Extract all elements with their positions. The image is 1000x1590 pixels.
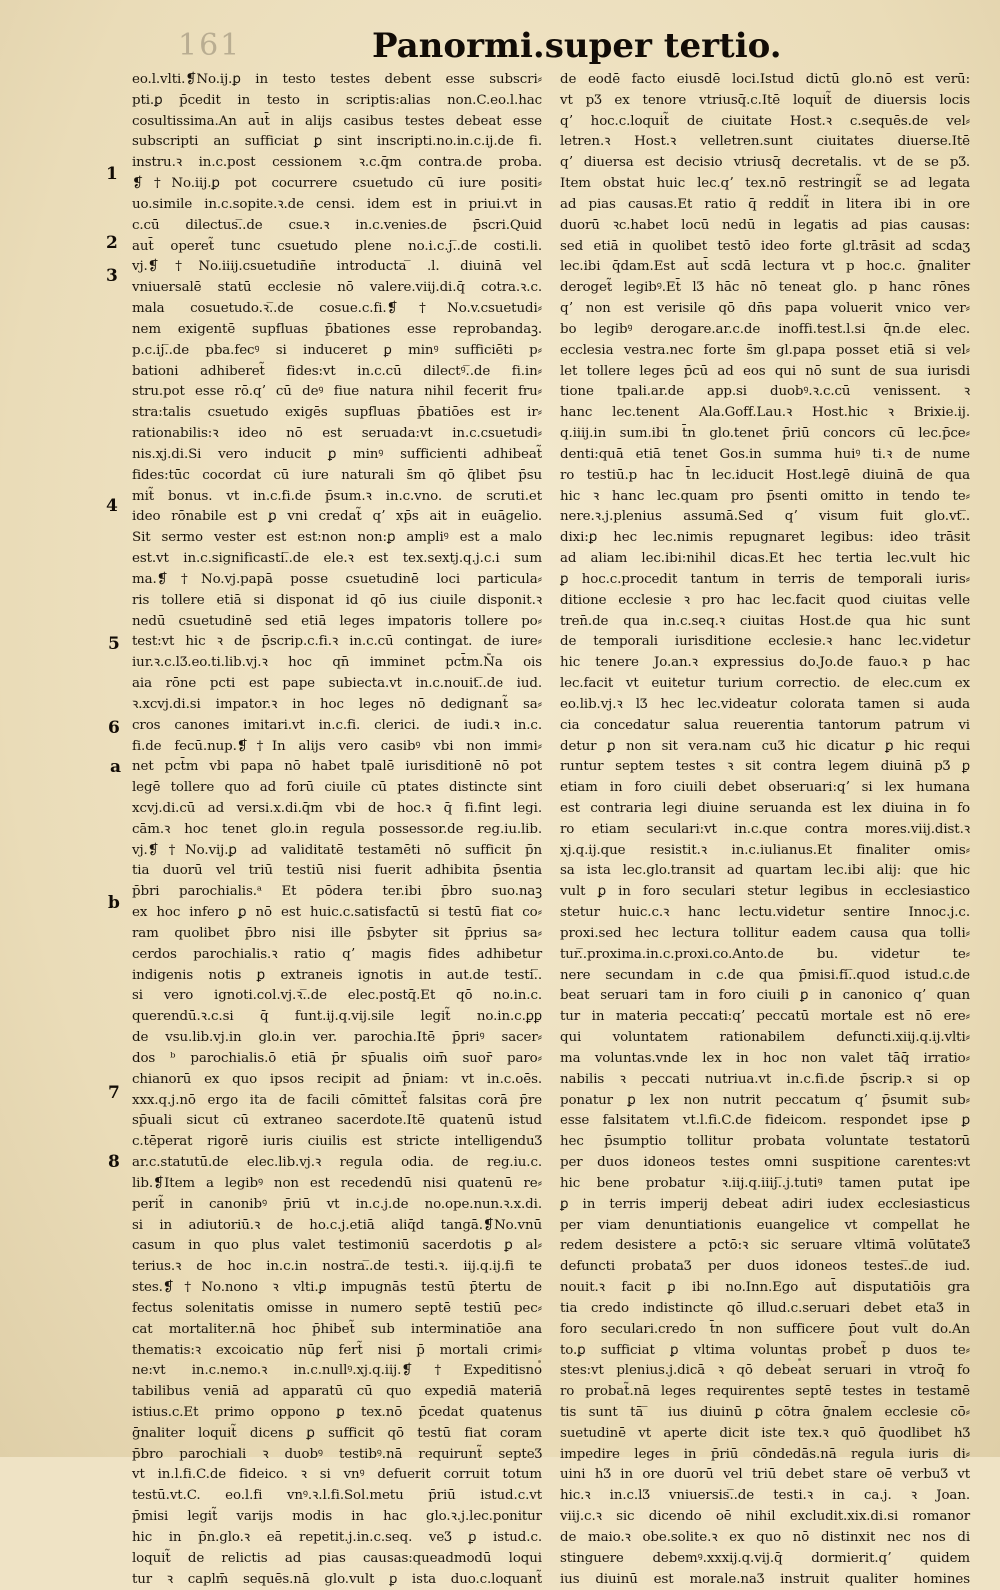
text-line: defuncti probataƷ per duos idoneos testes.̅.de iud. [560, 1259, 970, 1275]
paper-speck [798, 1358, 801, 1361]
text-line: tabilibus veniā ad apparatū cū quo expediā materiā [132, 1384, 542, 1400]
text-line: impedire leges in p̄riū cōndedās.nā regula iuris di⸗ [560, 1446, 970, 1462]
text-line: stes:vt plenius.j.dicā ꝛ qō debeat seruari in vtroq̄ fo [560, 1363, 970, 1379]
text-line: sp̄uali sicut cū extraneo sacerdote.Itē quatenū istud [132, 1113, 542, 1129]
text-line: nem exigentē supfluas p̄bationes esse reprobandaꝫ. [132, 321, 542, 337]
text-line: stru.pot esse rō.qʼ cū deꝰ fiue natura nihil fecerit fru⸗ [132, 384, 542, 400]
text-line: viij.c.ꝛ sic dicendo oē nihil excludit.xix.di.si romanor [560, 1509, 970, 1525]
text-line: mit̃ bonus. vt in.c.fi.de p̄sum.ꝛ in.c.vno. de scruti.et [132, 488, 542, 504]
text-line: let tollere leges p̄cū ad eos qui nō sunt de sua iurisdi [560, 363, 970, 379]
text-line: runtur septem testes ꝛ sit contra legem diuinā pƷ ꝑ [560, 759, 970, 775]
text-line: Sit sermo vester est est:non non:ꝑ ampliꝰ est a malo [132, 530, 542, 546]
text-line: ius diuinū est morale.naƷ instruit qualiter homines [560, 1571, 970, 1587]
text-line: fectus solenitatis omisse in numero septē testiū pec⸗ [132, 1300, 542, 1316]
text-line: c.cū dilectus.̅.de csue.ꝛ in.c.venies.de p̄scri.Quid [132, 217, 542, 233]
text-line: dos ᵇ parochialis.ō etiā p̄r sp̄ualis oim̄ suor̄ paro⸗ [132, 1050, 542, 1066]
text-line: nouit.ꝛ facit ꝑ ibi no.Inn.Ego aut̄ disputatiōis gra [560, 1280, 970, 1296]
right-text-column [560, 70, 970, 1590]
text-line: c.tēperat rigorē iuris ciuilis est stricte intelligenduƷ [132, 1134, 542, 1150]
text-line: stinguere debemꝰ.xxxij.q.vij.q̄ dormierit.qʼ quidem [560, 1550, 970, 1566]
text-line: stetur huic.c.ꝛ hanc lectu.videtur sentire Innoc.j.c. [560, 905, 970, 921]
text-line: per viam denuntiationis euangelice vt compellat he [560, 1217, 970, 1233]
margin-note-mark: 7 [108, 1083, 120, 1103]
running-head: Panormi.super tertio. [372, 26, 782, 66]
text-line: tia credo indistincte qō illud.c.seruari debet etaƷ in [560, 1300, 970, 1316]
text-line: querendū.ꝛ.c.si q̄ funt.ij.q.vij.sile legit̃ no.in.c.ꝑꝑ [132, 1009, 542, 1025]
text-line: vj.❡†No.iiij.csuetudin̄e introducta ̅.l. diuinā vel [132, 259, 542, 275]
text-line: q.iiij.in sum.ibi t̄n glo.tenet p̄riū concors cū lec.p̄ce⸗ [560, 426, 970, 442]
text-line: ro testiū.p hac t̄n lec.iducit Host.legē diuinā de qua [560, 467, 970, 483]
text-line: legē tollere quo ad forū ciuile cū ptates distincte sint [132, 780, 542, 796]
text-line: uo.simile in.c.sopite.ꝛ.de censi. idem est in priui.vt in [132, 196, 542, 212]
text-line: fides:tūc cocordat cū iure naturali s̄m qō q̄libet p̄su [132, 467, 542, 483]
text-line: letren.ꝛ Host.ꝛ velletren.sunt ciuitates diuerse.Itē [560, 134, 970, 150]
text-line: hic bene probatur ꝛ.iij.q.iiij.̅.j.tutiꝰ tamen putat ipe [560, 1175, 970, 1191]
text-line: hanc lec.tenent Ala.Goff.Lau.ꝛ Host.hic ꝛ Brixie.ij. [560, 405, 970, 421]
text-line: qʼ non est verisile qō dn̄s papa voluerit vnico ver⸗ [560, 301, 970, 317]
text-line: iur.ꝛ.c.lƷ.eo.ti.lib.vj.ꝛ hoc qn̄ imminet pct̄m.N̄a ois [132, 655, 542, 671]
text-line: cosultissima.An aut̄ in alijs casibus testes debeat esse [132, 113, 542, 129]
paper-speck [538, 1360, 541, 1363]
left-text-column [132, 70, 542, 1590]
text-line: ma voluntas.vnde lex in hoc non valet tāq̄ irratio⸗ [560, 1050, 970, 1066]
text-line: suetudinē vt aperte dicit iste tex.ꝛ quō q̄uodlibet hƷ [560, 1425, 970, 1441]
margin-note-mark: 8 [108, 1152, 120, 1172]
text-line: sa ista lec.glo.transit ad quartam lec.ibi alij: que hic [560, 863, 970, 879]
margin-note-mark: 6 [108, 718, 120, 738]
folio-number: 161 [178, 28, 242, 63]
text-line: xj.q.ij.que resistit.ꝛ in.c.iulianus.Et finaliter omis⸗ [560, 842, 970, 858]
text-line: cros canones imitari.vt in.c.fi. clerici. de iudi.ꝛ in.c. [132, 717, 542, 733]
text-line: ꝛ.xcvj.di.si impator.ꝛ in hoc leges nō dedignant̃ sa⸗ [132, 696, 542, 712]
text-line: tia duorū vel triū testiū nisi fuerit adhibita p̄sentia [132, 863, 542, 879]
text-line: de maio.ꝛ obe.solite.ꝛ ex quo nō distinxit nec nos di [560, 1529, 970, 1545]
text-line: nis.xj.di.Si vero inducit ꝑ minꝰ sufficienti adhibeat̃ [132, 446, 542, 462]
text-line: p̄bro parochiali ꝛ duobꝰ testibꝰ.nā requirunt̃ septeƷ [132, 1446, 542, 1462]
text-line: ꝑ in terris imperij debeat adiri iudex ecclesiasticus [560, 1196, 970, 1212]
text-line: hic tenere Jo.an.ꝛ expressius do.Jo.de fauo.ꝛ p hac [560, 655, 970, 671]
text-line: xcvj.di.cū ad versi.x.di.q̄m vbi de hoc.ꝛ q̄ fi.fint legi. [132, 800, 542, 816]
text-line: uini hƷ in ore duorū vel triū debet stare oē verbuƷ vt [560, 1467, 970, 1483]
text-line: thematis:ꝛ excoicatio nūꝑ fert̃ nisi p̄ mortali crimi⸗ [132, 1342, 542, 1358]
text-line: foro seculari.credo t̄n non sufficere p̄out vult do.An [560, 1321, 970, 1337]
text-line: tur in materia peccati:qʼ peccatū mortale est nō ere⸗ [560, 1009, 970, 1025]
text-line: ne:vt in.c.nemo.ꝛ in.c.nullꝰ.xj.q.iij.❡†Expeditisno [132, 1363, 542, 1379]
text-line: lib.❡Item a legibꝰ non est recedendū nisi quatenū re⸗ [132, 1175, 542, 1191]
text-line: p̄misi legit̃ varijs modis in hac glo.ꝛ.j.lec.ponitur [132, 1509, 542, 1525]
text-line: indigenis notis ꝑ extraneis ignotis in aut.de testi.̅. [132, 967, 542, 983]
text-line: p.c.ij.̅.de pba.fecꝰ si induceret ꝑ minꝰ sufficiēti p⸗ [132, 342, 542, 358]
text-line: est contraria legi diuine seruanda est lex diuina in fo [560, 800, 970, 816]
text-line: rationabilis:ꝛ ideo nō est seruada:vt in.c.csuetudi⸗ [132, 426, 542, 442]
text-line: denti:quā etiā tenet Gos.in summa huiꝰ ti.ꝛ de nume [560, 446, 970, 462]
text-line: hec p̄sumptio tollitur probata voluntate testatorū [560, 1134, 970, 1150]
text-line: duorū ꝛc.habet locū nedū in legatis ad pias causas: [560, 217, 970, 233]
text-line: hic.ꝛ in.c.lƷ vniuersis.̅.de testi.ꝛ in ca.j. ꝛ Joan. [560, 1488, 970, 1504]
text-line: etiam in foro ciuili debet obseruari:qʼ si lex humana [560, 780, 970, 796]
text-line: p̄bri parochialis.ᵃ Et pōdera ter.ibi p̄bro suo.naꝫ [132, 884, 542, 900]
text-line: qʼ diuersa est decisio vtriusq̄ decretalis. vt de se pƷ. [560, 155, 970, 171]
text-line: stra:talis csuetudo exigēs supfluas p̄batiōes est ir⸗ [132, 405, 542, 421]
text-line: cia concedatur salua reuerentia tantorum patrum vi [560, 717, 970, 733]
margin-note-mark: a [110, 757, 122, 777]
text-line: hic ꝛ hanc lec.quam pro p̄senti omitto in tendo te⸗ [560, 488, 970, 504]
text-line: fi.de fecū.nup.❡†In alijs vero casibꝰ vbi non immi⸗ [132, 738, 542, 754]
text-line: Item obstat huic lec.qʼ tex.nō restringit̃ se ad legata [560, 176, 970, 192]
text-line: dixi:ꝑ hec lec.nimis repugnaret legibus: ideo trāsit [560, 530, 970, 546]
text-line: ponatur ꝑ lex non nutrit peccatum qʼ p̄sumit sub⸗ [560, 1092, 970, 1108]
text-line: loquit̃ de relictis ad pias causas:queadmodū loqui [132, 1550, 542, 1566]
text-line: deroget̃ legibꝰ.Et̄ lƷ hāc nō teneat glo. p hanc rōnes [560, 280, 970, 296]
text-line: ad pias causas.Et ratio q̄ reddit̃ in litera ibi in ore [560, 196, 970, 212]
text-line: lec.ibi q̄dam.Est aut̄ scdā lectura vt p hoc.c. ḡnaliter [560, 259, 970, 275]
text-line: ris tollere etiā si disponat id qō ius ciuile disponit.ꝛ [132, 592, 542, 608]
text-line: net pct̄m vbi papa nō habet tpalē iurisditionē nō pot [132, 759, 542, 775]
text-line: nere secundam in c.de qua p̄misi.fi.̅.quod istud.c.de [560, 967, 970, 983]
margin-note-mark: 1 [106, 164, 118, 184]
text-line: de eodē facto eiusdē loci.Istud dictū glo.nō est verū: [560, 72, 970, 87]
text-line: testū.vt.C. eo.l.fi vnꝰ.ꝛ.l.fi.Sol.metu p̄riū istud.c.vt [132, 1488, 542, 1504]
text-line: mala cosuetudo.ꝛ.̅.de cosue.c.fi.❡†No.v.csuetudi⸗ [132, 301, 542, 317]
text-line: est.vt in.c.significasti.̅.de ele.ꝛ est tex.sextj.q.j.c.i sum [132, 551, 542, 567]
text-line: bationi adhiberet̃ fides:vt in.c.cū dilectꝰ.̅.de fi.in⸗ [132, 363, 542, 379]
margin-note-mark: 2 [106, 233, 118, 253]
text-line: hic in p̄n.glo.ꝛ eā repetit.j.in.c.seq. veƷ ꝑ istud.c. [132, 1529, 542, 1545]
text-line: to.ꝑ sufficiat ꝑ vltima voluntas probet̃ p duos te⸗ [560, 1342, 970, 1358]
text-line: ad aliam lec.ibi:nihil dicas.Et hec tertia lec.vult hic [560, 551, 970, 567]
text-line: ro probat̃.nā leges requirentes septē testes in testamē [560, 1384, 970, 1400]
text-line: tione tpali.ar.de app.si duobꝰ.ꝛ.c.cū venissent. ꝛ [560, 384, 970, 400]
text-line: cām.ꝛ hoc tenet glo.in regula possessor.de reg.iu.lib. [132, 821, 542, 837]
text-line: tis sunt tā ̅ ius diuinū ꝑ cōtra ḡnalem ecclesie cō⸗ [560, 1405, 970, 1420]
text-line: qui voluntatem rationabilem defuncti.xiij.q.ij.vlti⸗ [560, 1030, 970, 1046]
text-line: ex hoc infero ꝑ nō est huic.c.satisfactū si testū fiat co⸗ [132, 905, 542, 921]
text-line: ❡†No.iij.ꝑ pot cocurrere csuetudo cū iure positi⸗ [132, 176, 542, 192]
margin-note-mark: 4 [106, 496, 118, 516]
text-line: terius.ꝛ de hoc in.c.in nostra.̅.de testi.ꝛ. iij.q.ij.fi te [132, 1259, 542, 1275]
text-line: redem desistere a pctō:ꝛ sic seruare vltimā volūtateƷ [560, 1238, 970, 1254]
margin-note-mark: b [108, 893, 120, 913]
margin-note-mark: 3 [106, 266, 118, 286]
text-line: aia rōne pcti est pape subiecta.vt in.c.nouit.̅.de iud. [132, 676, 542, 692]
margin-note-mark: 5 [108, 634, 120, 654]
text-line: ro etiam seculari:vt in.c.que contra mores.viij.dist.ꝛ [560, 821, 970, 837]
text-line: ar.c.statutū.de elec.lib.vj.ꝛ regula odia. de reg.iu.c. [132, 1155, 542, 1171]
text-line: cerdos parochialis.ꝛ ratio qʼ magis fides adhibetur [132, 946, 542, 962]
text-line: eo.l.vlti.❡No.ij.ꝑ in testo testes debent esse subscri⸗ [132, 72, 542, 87]
text-line: nabilis ꝛ peccati nutriua.vt in.c.fi.de p̄scrip.ꝛ si op [560, 1071, 970, 1087]
text-line: de temporali iurisditione ecclesie.ꝛ hanc lec.videtur [560, 634, 970, 650]
text-line: ma.❡†No.vj.papā posse csuetudinē loci particula⸗ [132, 571, 542, 587]
text-line: per duos idoneos testes omni suspitione carentes:vt [560, 1155, 970, 1171]
text-line: vult ꝑ in foro seculari stetur legibus in ecclesiastico [560, 884, 970, 900]
text-line: detur ꝑ non sit vera.nam cuƷ hic dicatur ꝑ hic requi [560, 738, 970, 754]
text-line: xxx.q.j.nō ergo ita de facili cōmittet̃ falsitas corā p̄re [132, 1092, 542, 1108]
text-line: vj.❡†No.vij.ꝑ ad validitatē testamēti nō sufficit p̄n [132, 842, 542, 858]
text-line: ideo rōnabile est ꝑ vni credat̃ qʼ xp̄s ait in euāgelio. [132, 509, 542, 525]
text-line: test:vt hic ꝛ de p̄scrip.c.fi.ꝛ in.c.cū contingat. de iure⸗ [132, 634, 542, 650]
text-line: tur ꝛ caplm̄ sequēs.nā glo.vult ꝑ ista duo.c.loquant̃ [132, 1571, 542, 1587]
text-line: nere.ꝛ.j.plenius assumā.Sed qʼ visum fuit glo.vt.̅. [560, 509, 970, 525]
text-line: instru.ꝛ in.c.post cessionem ꝛ.c.q̄m contra.de proba. [132, 155, 542, 171]
text-line: sed etiā in quolibet testō ideo forte gl.trāsit ad scdaʒ [560, 238, 970, 254]
text-line: casum in quo plus valet testimoniū sacerdotis ꝑ al⸗ [132, 1238, 542, 1254]
text-line: chianorū ex quo ipsos recipit ad p̄niam: vt in.c.oēs. [132, 1071, 542, 1087]
text-line: beat seruari tam in foro ciuili ꝑ in canonico qʼ quan [560, 988, 970, 1004]
text-line: ḡnaliter loquit̃ dicens ꝑ sufficit qō testū fiat coram [132, 1425, 542, 1441]
text-line: istius.c.Et primo oppono ꝑ tex.nō p̄cedat quatenus [132, 1405, 542, 1420]
text-line: perit̃ in canonibꝰ p̄riū vt in.c.j.de no.ope.nun.ꝛ.x.di. [132, 1196, 542, 1212]
text-line: si in adiutoriū.ꝛ de ho.c.j.etiā aliq̄d tangā.❡No.vnū [132, 1217, 542, 1233]
text-line: nedū csuetudinē sed etiā leges impatoris tollere po⸗ [132, 613, 542, 629]
text-line: vt pƷ ex tenore vtriusq̄.c.Itē loquit̃ de diuersis locis [560, 92, 970, 108]
text-line: vt in.l.fi.C.de fideico. ꝛ si vnꝰ defuerit corruit totum [132, 1467, 542, 1483]
text-line: tur.̅.proxima.in.c.proxi.co.Anto.de bu. videtur te⸗ [560, 946, 970, 962]
text-line: tren̄.de qua in.c.seq.ꝛ ciuitas Host.de qua hic sunt [560, 613, 970, 629]
text-line: ꝑ hoc.c.procedit tantum in terris de temporali iuris⸗ [560, 571, 970, 587]
text-line: de vsu.lib.vj.in glo.in ver. parochia.Itē p̄priꝰ sacer⸗ [132, 1030, 542, 1046]
text-line: eo.lib.vj.ꝛ lƷ hec lec.videatur colorata tamen si auda [560, 696, 970, 712]
text-line: proxi.sed hec lectura tollitur eadem causa qua tolli⸗ [560, 925, 970, 941]
text-line: ram quolibet p̄bro nisi ille p̄sbyter sit p̄prius sa⸗ [132, 925, 542, 941]
text-line: vniuersalē statū ecclesie nō valere.viij.di.q̄ cotra.ꝛ.c. [132, 280, 542, 296]
text-line: stes.❡†No.nono ꝛ vlti.ꝑ impugnās testū p̄tertu de [132, 1280, 542, 1296]
text-line: si vero ignoti.col.vj.ꝛ.̅.de elec.postq̄.Et qō no.in.c. [132, 988, 542, 1004]
text-line: cat mortaliter.nā hoc p̄hibet̃ sub interminatiōe ana [132, 1321, 542, 1337]
text-line: lec.facit vt euitetur turium correctio. de elec.cum ex [560, 676, 970, 692]
text-line: pti.ꝑ p̄cedit in testo in scriptis:alias non.C.eo.l.hac [132, 92, 542, 108]
text-line: aut̄ operet̃ tunc csuetudo plene no.i.c.j.̅.de costi.li. [132, 238, 542, 254]
text-line: bo legibꝰ derogare.ar.c.de inoffi.test.l.si q̄n.de elec. [560, 321, 970, 337]
text-line: esse falsitatem vt.l.fi.C.de fideicom. respondet ipse ꝑ [560, 1113, 970, 1129]
text-line: qʼ hoc.c.loquit̃ de ciuitate Host.ꝛ c.sequēs.de vel⸗ [560, 113, 970, 129]
text-line: ecclesia vestra.nec forte s̄m gl.papa posset etiā si vel⸗ [560, 342, 970, 358]
text-line: subscripti an sufficiat ꝑ sint inscripti.no.in.c.ij.de fi. [132, 134, 542, 150]
text-line: ditione ecclesie ꝛ pro hac lec.facit quod ciuitas velle [560, 592, 970, 608]
